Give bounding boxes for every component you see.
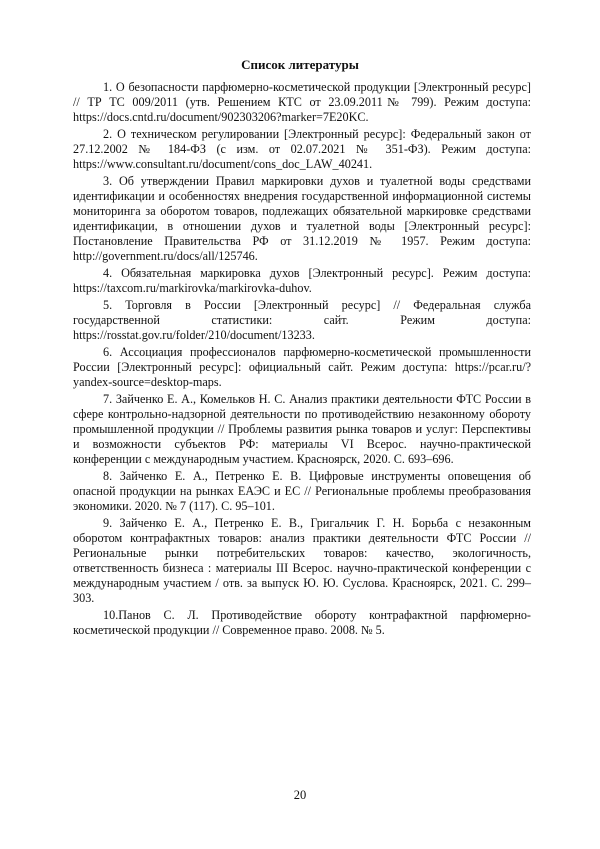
reference-item: 7. Зайченко Е. А., Комельков Н. С. Анализ практики деятельности ФТС России в сфере контрольно-надзорной деятельности по противодействию незаконному обороту промышленной продукции // Проблемы развития рынка товаров и услуг: Перспективы и возможности субъектов РФ: материалы VI Всерос. научно-практической конференции с международным участием. Красноярск, 2020. С. 693–696. <box>73 392 531 466</box>
reference-list <box>73 80 531 640</box>
page-title: Список литературы <box>241 57 359 72</box>
reference-item: 2. О техническом регулировании [Электронный ресурс]: Федеральный закон от 27.12.2002 № 184-ФЗ (с изм. от 02.07.2021 № 351-ФЗ). Режим доступа: https://www.consultant.ru/document/cons_doc_LAW_40241. <box>73 127 531 171</box>
reference-item: 1. О безопасности парфюмерно-косметической продукции [Электронный ресурс] // ТР ТС 009/2011 (утв. Решением КТС от 23.09.2011№ 799). Режим доступа: https://docs.cntd.ru/document/902303206?marker=7E20KC. <box>73 80 531 124</box>
reference-item: 8. Зайченко Е. А., Петренко Е. В. Цифровые инструменты оповещения об опасной продукции на рынках ЕАЭС и ЕС // Региональные проблемы преобразования экономики. 2020. № 7 (117). С. 95–101. <box>73 469 531 513</box>
reference-item: 5. Торговля в России [Электронный ресурс] // Федеральная служба государственной статистики: сайт. Режим доступа: https://rosstat.gov.ru/folder/210/document/13233. <box>73 298 531 342</box>
reference-item: 4. Обязательная маркировка духов [Электронный ресурс]. Режим доступа: https://taxcom.ru/markirovka/markirovka-duhov. <box>73 266 531 295</box>
reference-item: 6. Ассоциация профессионалов парфюмерно-косметической промышленности России [Электронный ресурс]: официальный сайт. Режим доступа: https://pcar.ru/?yandex-source=desktop-maps. <box>73 345 531 389</box>
reference-item: 3. Об утверждении Правил маркировки духов и туалетной воды средствами идентификации и особенностях внедрения государственной информационной системы мониторинга за оборотом товаров, подлежащих обязательной маркировке средствами идентификации, в отношении духов и туалетной воды [Электронный ресурс]: Постановление Правительства РФ от 31.12.2019 № 1957. Режим доступа: http://government.ru/docs/all/125746. <box>73 174 531 263</box>
reference-item: 9. Зайченко Е. А., Петренко Е. В., Григальчик Г. Н. Борьба с незаконным оборотом контрафактных товаров: анализ практики деятельности ФТС России // Региональные рынки потребительских товаров: качество, экологичность, ответственность бизнеса : материалы III Всерос. научно-практической конференции с международным участием / отв. за выпуск Ю. Ю. Суслова. Красноярск, 2021. С. 299–303. <box>73 516 531 605</box>
page-number: 20 <box>293 788 307 802</box>
reference-item: 10.Панов С. Л. Противодействие обороту контрафактной парфюмерно-косметической продукции // Современное право. 2008. № 5. <box>73 608 531 637</box>
